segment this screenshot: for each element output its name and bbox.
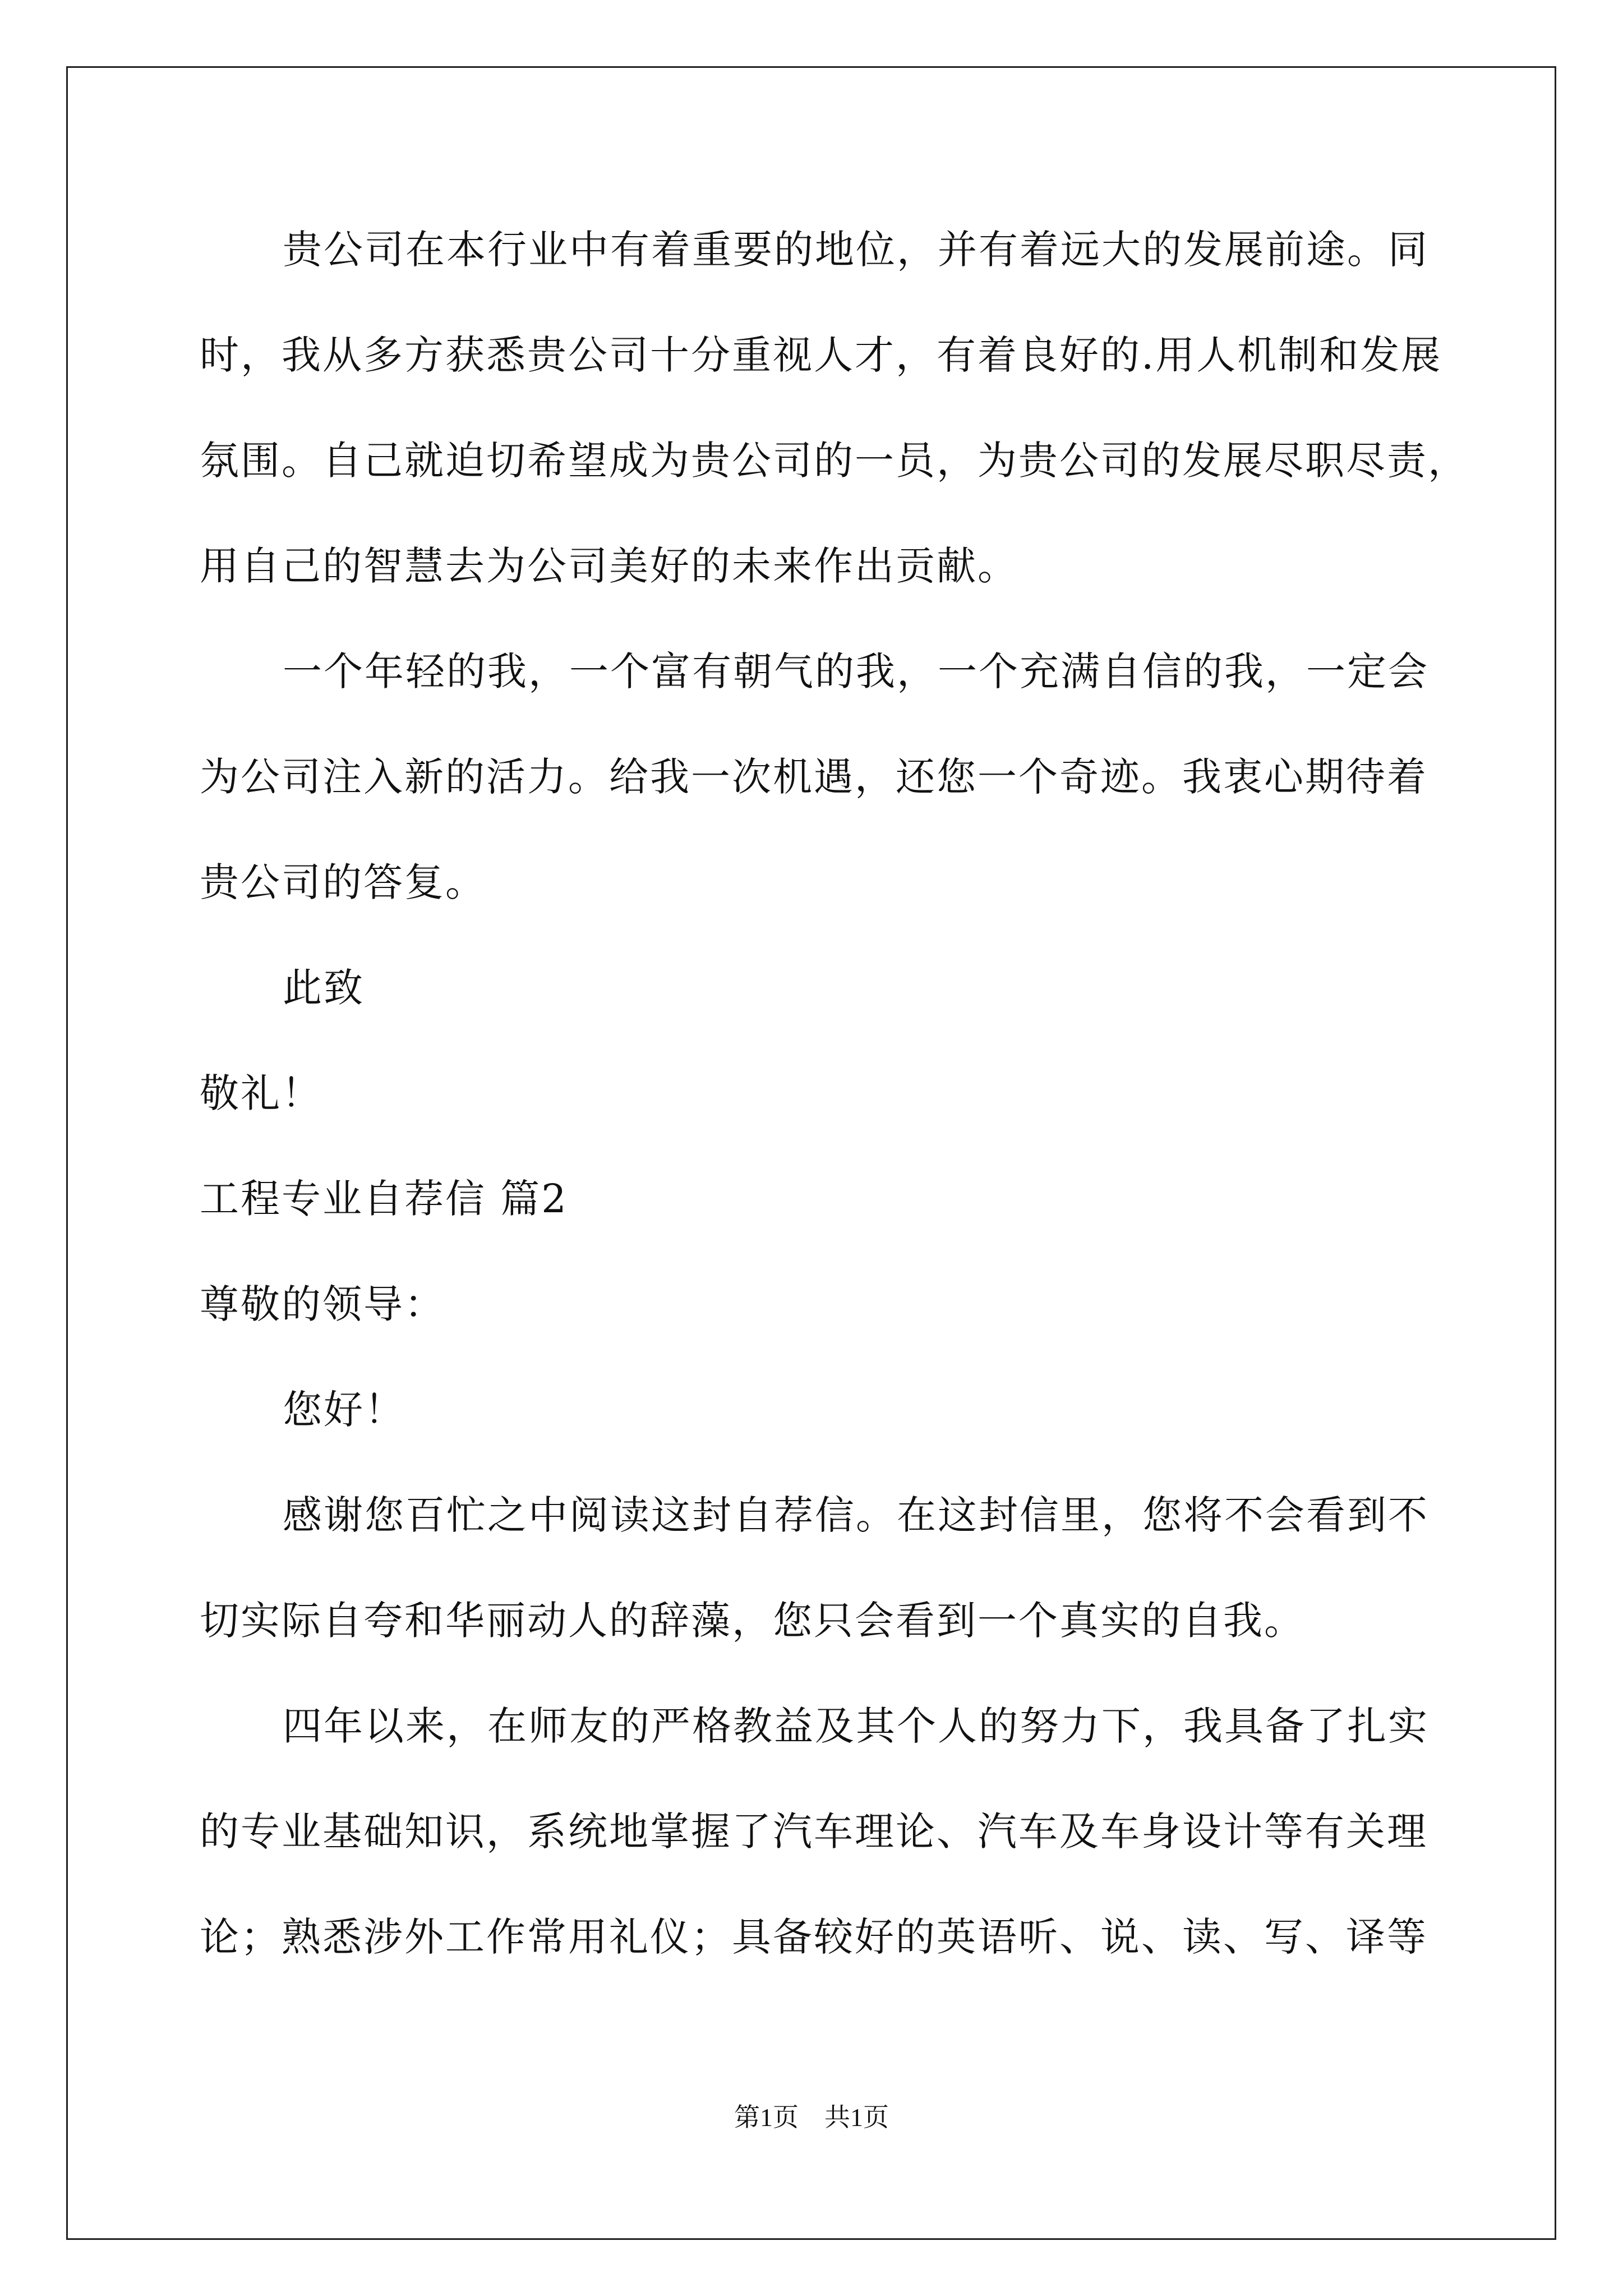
text-line: 氛围。自己就迫切希望成为贵公司的一员，为贵公司的发展尽职尽责， xyxy=(200,438,1469,484)
section-heading: 工程专业自荐信 篇2 xyxy=(200,1176,568,1222)
greeting-line: 您好！ xyxy=(283,1387,405,1433)
text-line: 为公司注入新的活力。给我一次机遇，还您一个奇迹。我衷心期待着 xyxy=(200,754,1428,800)
text-line: 感谢您百忙之中阅读这封自荐信。在这封信里，您将不会看到不 xyxy=(283,1492,1429,1538)
closing-line: 此致 xyxy=(283,965,365,1011)
text-line: 贵公司的答复。 xyxy=(200,859,486,905)
text-line: 的专业基础知识，系统地掌握了汽车理论、汽车及车身设计等有关理 xyxy=(200,1809,1428,1855)
greeting-line: 尊敬的领导： xyxy=(200,1281,445,1327)
text-line: 用自己的智慧去为公司美好的未来作出贡献。 xyxy=(200,543,1018,589)
text-line: 一个年轻的我，一个富有朝气的我，一个充满自信的我，一定会 xyxy=(283,648,1429,694)
text-line: 四年以来，在师友的严格教益及其个人的努力下，我具备了扎实 xyxy=(283,1703,1429,1749)
text-line: 时，我从多方获悉贵公司十分重视人才，有着良好的.用人机制和发展 xyxy=(200,332,1442,378)
salutation-line: 敬礼！ xyxy=(200,1070,322,1116)
text-line: 切实际自夸和华丽动人的辞藻，您只会看到一个真实的自我。 xyxy=(200,1598,1305,1644)
text-line: 论；熟悉涉外工作常用礼仪；具备较好的英语听、说、读、写、译等 xyxy=(200,1914,1428,1960)
text-line: 贵公司在本行业中有着重要的地位，并有着远大的发展前途。同 xyxy=(283,227,1429,273)
page-footer: 第1页 共1页 xyxy=(734,2103,889,2132)
